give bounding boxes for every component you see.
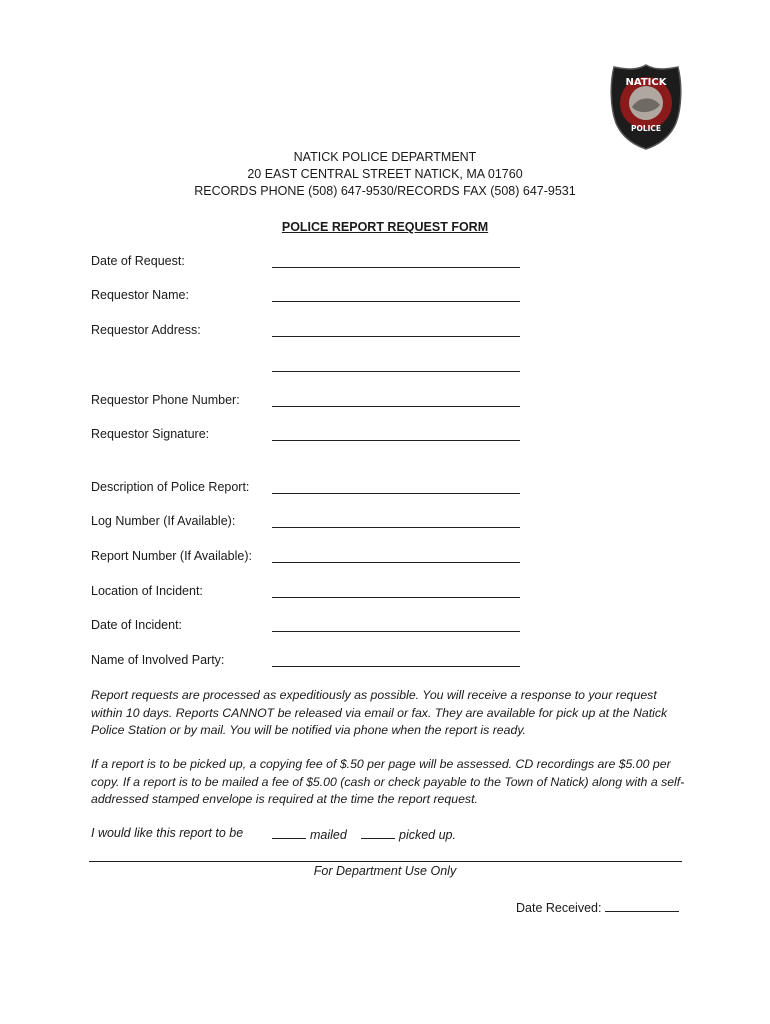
date-of-request-label: Date of Request: bbox=[91, 254, 185, 268]
picked-up-blank[interactable] bbox=[361, 826, 395, 839]
department-divider bbox=[89, 861, 682, 862]
requestor-phone-field[interactable] bbox=[272, 406, 520, 407]
requestor-name-label: Requestor Name: bbox=[91, 288, 189, 302]
delivery-prompt: I would like this report to be bbox=[91, 826, 244, 840]
mailed-blank[interactable] bbox=[272, 826, 306, 839]
mailed-label: mailed bbox=[310, 828, 347, 842]
requestor-address-field-line-2[interactable] bbox=[272, 371, 520, 372]
requestor-signature-label: Requestor Signature: bbox=[91, 427, 210, 441]
picked-up-label: picked up. bbox=[399, 828, 456, 842]
badge-bottom-text: POLICE bbox=[630, 124, 662, 133]
form-title: POLICE REPORT REQUEST FORM bbox=[281, 220, 489, 234]
log-number-field[interactable] bbox=[272, 527, 520, 528]
processing-notice: Report requests are processed as expeditiously as possible. You will receive a response to your request within 10 days. Reports CANNOT be released via email or fax. They are available for pick up at the Natick Police Station or by mail. You will be notified via phone when the report is ready. bbox=[91, 688, 668, 737]
picked-up-option[interactable] bbox=[361, 826, 456, 842]
involved-party-label: Name of Involved Party: bbox=[91, 653, 225, 667]
description-label: Description of Police Report: bbox=[91, 480, 250, 494]
requestor-signature-field[interactable] bbox=[272, 440, 520, 441]
badge-top-text: NATICK bbox=[625, 77, 667, 88]
fees-notice: If a report is to be picked up, a copying fee of $.50 per page will be assessed. CD recordings are $5.00 per copy. If a report is to be mailed a fee of $5.00 (cash or check payable to the Town of Natick) along with a self-addressed stamped envelope is required at the time the report request. bbox=[91, 757, 685, 806]
log-number-label: Log Number (If Available): bbox=[91, 514, 236, 528]
natick-police-badge-logo bbox=[608, 63, 684, 151]
requestor-name-field[interactable] bbox=[272, 301, 520, 302]
requestor-address-field-line-1[interactable] bbox=[272, 336, 520, 337]
requestor-phone-label: Requestor Phone Number: bbox=[91, 393, 240, 407]
date-of-incident-field[interactable] bbox=[272, 631, 520, 632]
department-use-heading: For Department Use Only bbox=[313, 864, 457, 878]
date-received-field[interactable] bbox=[605, 899, 679, 912]
department-name: NATICK POLICE DEPARTMENT bbox=[293, 150, 477, 164]
report-number-field[interactable] bbox=[272, 562, 520, 563]
date-of-request-field[interactable] bbox=[272, 267, 520, 268]
date-received-row bbox=[516, 899, 679, 915]
mailed-option[interactable] bbox=[272, 826, 347, 842]
location-label: Location of Incident: bbox=[91, 584, 203, 598]
date-received-label: Date Received: bbox=[516, 901, 602, 915]
requestor-address-label: Requestor Address: bbox=[91, 323, 201, 337]
description-field[interactable] bbox=[272, 493, 520, 494]
location-field[interactable] bbox=[272, 597, 520, 598]
involved-party-field[interactable] bbox=[272, 666, 520, 667]
date-of-incident-label: Date of Incident: bbox=[91, 618, 183, 632]
department-phones: RECORDS PHONE (508) 647-9530/RECORDS FAX (508) 647-9531 bbox=[194, 184, 576, 198]
report-number-label: Report Number (If Available): bbox=[91, 549, 252, 563]
department-address: 20 EAST CENTRAL STREET NATICK, MA 01760 bbox=[247, 167, 523, 181]
